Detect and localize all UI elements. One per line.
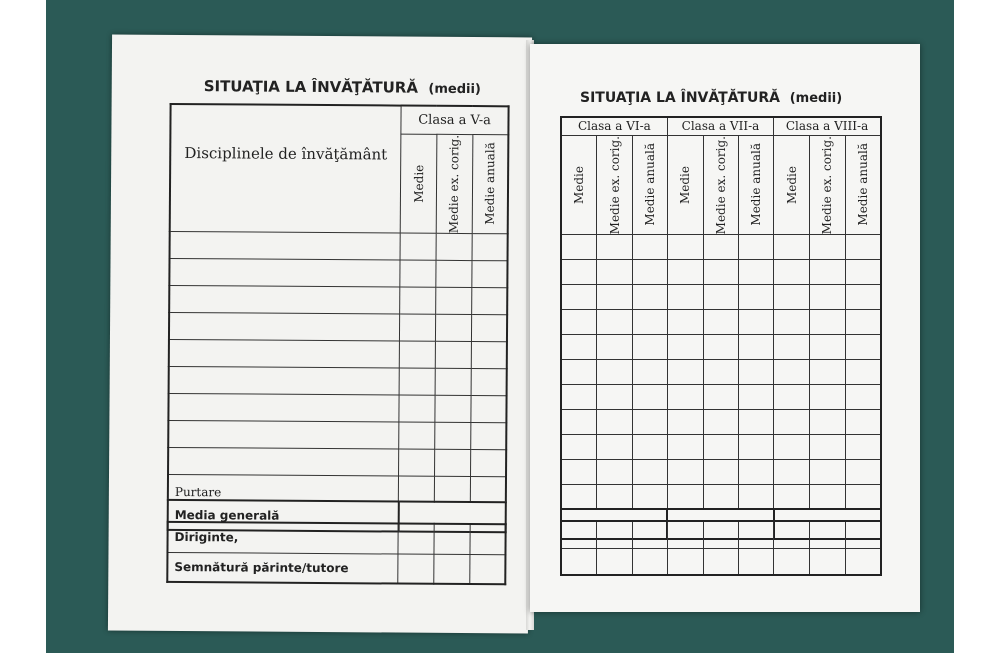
table-row xyxy=(561,359,881,384)
grade-cell xyxy=(561,434,597,459)
grade-cell xyxy=(739,309,774,334)
grade-cell xyxy=(561,409,597,434)
grade-cell xyxy=(667,234,703,259)
grade-cell xyxy=(561,384,597,409)
right-grade-rows xyxy=(561,234,881,509)
grade-cell xyxy=(633,284,668,309)
grade-cell xyxy=(703,259,739,284)
signature-cell xyxy=(667,548,703,575)
col-header-medie-anuala: Medie anuală xyxy=(633,135,668,234)
table-row xyxy=(561,284,881,309)
grade-cell xyxy=(809,484,845,509)
grade-cell xyxy=(667,459,703,484)
grade-cell xyxy=(435,368,471,395)
grade-cell xyxy=(774,434,810,459)
grade-cell xyxy=(436,287,472,314)
grade-cell xyxy=(399,341,435,368)
grade-cell xyxy=(633,384,668,409)
grade-cell xyxy=(703,434,739,459)
grade-cell xyxy=(703,234,739,259)
signature-cell xyxy=(739,548,774,575)
grade-cell xyxy=(633,459,668,484)
table-row xyxy=(561,384,881,409)
grade-cell xyxy=(774,284,810,309)
grade-cell xyxy=(633,234,668,259)
table-row xyxy=(561,459,881,484)
table-row xyxy=(561,484,881,509)
signature-cell xyxy=(434,524,470,554)
signature-cell xyxy=(470,554,506,584)
grade-cell xyxy=(667,284,703,309)
grade-cell xyxy=(398,476,434,502)
grade-cell xyxy=(633,409,668,434)
grade-cell xyxy=(739,484,774,509)
grade-cell xyxy=(703,334,739,359)
grade-cell xyxy=(471,368,507,395)
grade-cell xyxy=(561,359,597,384)
grade-cell xyxy=(809,434,845,459)
grade-cell xyxy=(774,309,810,334)
grade-cell xyxy=(561,484,597,509)
discipline-cell xyxy=(169,339,400,368)
grade-cell xyxy=(667,434,703,459)
left-page xyxy=(108,35,532,634)
col-header-medie-ex-corig: Medie ex. corig. xyxy=(809,135,845,234)
col-header-medie: Medie xyxy=(774,135,810,234)
grade-cell xyxy=(633,434,668,459)
grade-cell xyxy=(845,284,881,309)
class-vii-header: Clasa a VII-a xyxy=(667,117,773,135)
right-signature-table xyxy=(560,520,882,576)
signature-cell xyxy=(809,521,845,548)
col-header-medie: Medie xyxy=(667,135,703,234)
grade-cell xyxy=(845,384,881,409)
grade-cell xyxy=(436,233,472,260)
grade-cell xyxy=(774,484,810,509)
left-signature-table xyxy=(166,521,506,585)
grade-cell xyxy=(597,259,633,284)
signature-cell xyxy=(739,521,774,548)
grade-cell xyxy=(703,284,739,309)
right-page-title xyxy=(580,90,842,106)
grade-cell xyxy=(739,359,774,384)
grade-cell xyxy=(703,309,739,334)
right-title-text: SITUAŢIA LA ÎNVĂŢĂTURĂ xyxy=(580,90,780,106)
grade-cell xyxy=(703,409,739,434)
grade-cell xyxy=(470,422,506,449)
grade-cell xyxy=(667,484,703,509)
grade-cell xyxy=(774,234,810,259)
signature-cell xyxy=(633,521,668,548)
grade-cell xyxy=(809,234,845,259)
conduct-label: Purtare xyxy=(168,474,399,502)
grade-cell xyxy=(435,422,471,449)
left-page-title xyxy=(204,77,481,97)
signature-cell xyxy=(845,548,881,575)
discipline-cell xyxy=(168,447,399,476)
grade-cell xyxy=(739,434,774,459)
table-row xyxy=(561,259,881,284)
grade-cell xyxy=(774,359,810,384)
grade-cell xyxy=(399,395,435,422)
grade-cell xyxy=(435,314,471,341)
grade-cell xyxy=(597,409,633,434)
grade-cell xyxy=(597,334,633,359)
grade-cell xyxy=(400,314,436,341)
grade-cell xyxy=(774,459,810,484)
grade-cell xyxy=(597,284,633,309)
grade-cell xyxy=(667,309,703,334)
grade-cell xyxy=(434,476,470,502)
grade-cell xyxy=(597,434,633,459)
col-header-medie-ex-corig: Medie ex. corig. xyxy=(597,135,633,234)
parent-signature-label: Semnătură părinte/tutore xyxy=(167,552,398,584)
signature-cell xyxy=(774,548,810,575)
grade-cell xyxy=(471,314,507,341)
grade-cell xyxy=(597,359,633,384)
grade-cell xyxy=(845,334,881,359)
grade-cell xyxy=(739,409,774,434)
grade-cell xyxy=(471,395,507,422)
grade-cell xyxy=(809,459,845,484)
grade-cell xyxy=(845,409,881,434)
table-row xyxy=(561,234,881,259)
grade-cell xyxy=(703,384,739,409)
grade-cell xyxy=(633,359,668,384)
grade-cell xyxy=(845,459,881,484)
grade-cell xyxy=(597,484,633,509)
grade-cell xyxy=(400,233,436,260)
grade-cell xyxy=(561,334,597,359)
grade-cell xyxy=(436,260,472,287)
grade-cell xyxy=(845,484,881,509)
right-grades-table xyxy=(560,116,882,540)
signature-cell xyxy=(667,521,703,548)
grade-cell xyxy=(633,334,668,359)
grade-cell xyxy=(809,284,845,309)
grade-cell xyxy=(561,284,597,309)
class-vi-header: Clasa a VI-a xyxy=(561,117,667,135)
grade-cell xyxy=(561,459,597,484)
grade-cell xyxy=(774,384,810,409)
grade-cell xyxy=(633,309,668,334)
class-v-header: Clasa a V-a xyxy=(401,106,509,135)
signature-cell xyxy=(434,554,470,584)
grade-cell xyxy=(667,259,703,284)
table-row xyxy=(561,309,881,334)
signature-cell xyxy=(703,548,739,575)
left-grades-table xyxy=(167,103,510,534)
grade-cell xyxy=(809,334,845,359)
grade-cell xyxy=(809,384,845,409)
signature-cell xyxy=(633,548,668,575)
grade-cell xyxy=(399,368,435,395)
grade-cell xyxy=(739,384,774,409)
col-header-medie-anuala: Medie anuală xyxy=(739,135,774,234)
right-page xyxy=(530,44,920,612)
grade-cell xyxy=(774,259,810,284)
class-viii-header: Clasa a VIII-a xyxy=(774,117,881,135)
signature-cell xyxy=(561,521,597,548)
grade-cell xyxy=(703,484,739,509)
grade-cell xyxy=(597,309,633,334)
signature-cell xyxy=(703,521,739,548)
grade-cell xyxy=(774,334,810,359)
grade-cell xyxy=(845,259,881,284)
grade-cell xyxy=(561,259,597,284)
signature-cell xyxy=(774,521,810,548)
disciplines-header: Disciplinele de învăţământ xyxy=(170,104,402,233)
signature-cell xyxy=(470,524,506,554)
grade-cell xyxy=(774,409,810,434)
general-average-label: Media generală xyxy=(168,500,399,532)
table-row xyxy=(561,409,881,434)
grade-cell xyxy=(471,341,507,368)
grade-cell xyxy=(845,434,881,459)
grade-cell xyxy=(472,233,508,260)
grade-cell xyxy=(739,259,774,284)
grade-cell xyxy=(703,359,739,384)
grade-cell xyxy=(470,476,506,502)
grade-cell xyxy=(633,259,668,284)
grade-cell xyxy=(739,284,774,309)
col-header-medie-ex-corig: Medie ex. corig. xyxy=(703,135,739,234)
grade-cell xyxy=(667,334,703,359)
grade-cell xyxy=(703,459,739,484)
grade-cell xyxy=(597,459,633,484)
grade-cell xyxy=(809,309,845,334)
grade-cell xyxy=(809,409,845,434)
col-header-medie-ex-corig: Medie ex. corig. xyxy=(436,134,472,234)
signature-cell xyxy=(561,548,597,575)
grade-cell xyxy=(809,359,845,384)
grade-cell xyxy=(561,309,597,334)
photo-margin-right xyxy=(954,0,1000,653)
grade-cell xyxy=(399,422,435,449)
grade-cell xyxy=(597,234,633,259)
signature-cell xyxy=(845,521,881,548)
discipline-cell xyxy=(169,285,400,314)
discipline-cell xyxy=(168,420,399,449)
signature-cell xyxy=(809,548,845,575)
signature-cell xyxy=(398,524,434,554)
grade-cell xyxy=(435,395,471,422)
discipline-cell xyxy=(169,258,400,287)
grade-cell xyxy=(739,334,774,359)
signature-cell xyxy=(597,521,633,548)
grade-cell xyxy=(472,260,508,287)
table-row xyxy=(561,434,881,459)
table-row xyxy=(561,334,881,359)
grade-cell xyxy=(845,234,881,259)
discipline-cell xyxy=(170,231,401,260)
left-title-suffix: (medii) xyxy=(428,81,481,98)
grade-cell xyxy=(399,449,435,476)
grade-cell xyxy=(470,449,506,476)
grade-cell xyxy=(633,484,668,509)
grade-cell xyxy=(845,309,881,334)
discipline-cell xyxy=(168,393,399,422)
grade-cell xyxy=(597,384,633,409)
signature-cell xyxy=(398,554,434,584)
photo-margin-left xyxy=(0,0,46,653)
grade-cell xyxy=(435,341,471,368)
signature-cell xyxy=(597,548,633,575)
discipline-cell xyxy=(169,366,400,395)
grade-cell xyxy=(809,259,845,284)
teacher-label: Diriginte, xyxy=(167,522,398,554)
grade-cell xyxy=(667,409,703,434)
col-header-medie: Medie xyxy=(400,134,436,234)
grade-cell xyxy=(739,234,774,259)
col-header-medie: Medie xyxy=(561,135,597,234)
grade-cell xyxy=(845,359,881,384)
signature-row xyxy=(561,521,881,548)
discipline-cell xyxy=(169,312,400,341)
grade-cell xyxy=(667,384,703,409)
grade-cell xyxy=(561,234,597,259)
col-header-medie-anuala: Medie anuală xyxy=(845,135,881,234)
grade-cell xyxy=(400,260,436,287)
col-header-medie-anuala: Medie anuală xyxy=(472,134,509,234)
grade-cell xyxy=(739,459,774,484)
grade-cell xyxy=(667,359,703,384)
grade-cell xyxy=(400,287,436,314)
left-title-text: SITUAŢIA LA ÎNVĂŢĂTURĂ xyxy=(203,77,419,97)
grade-cell xyxy=(471,287,507,314)
grade-cell xyxy=(434,449,470,476)
right-title-suffix: (medii) xyxy=(789,91,843,106)
signature-row xyxy=(561,548,881,575)
